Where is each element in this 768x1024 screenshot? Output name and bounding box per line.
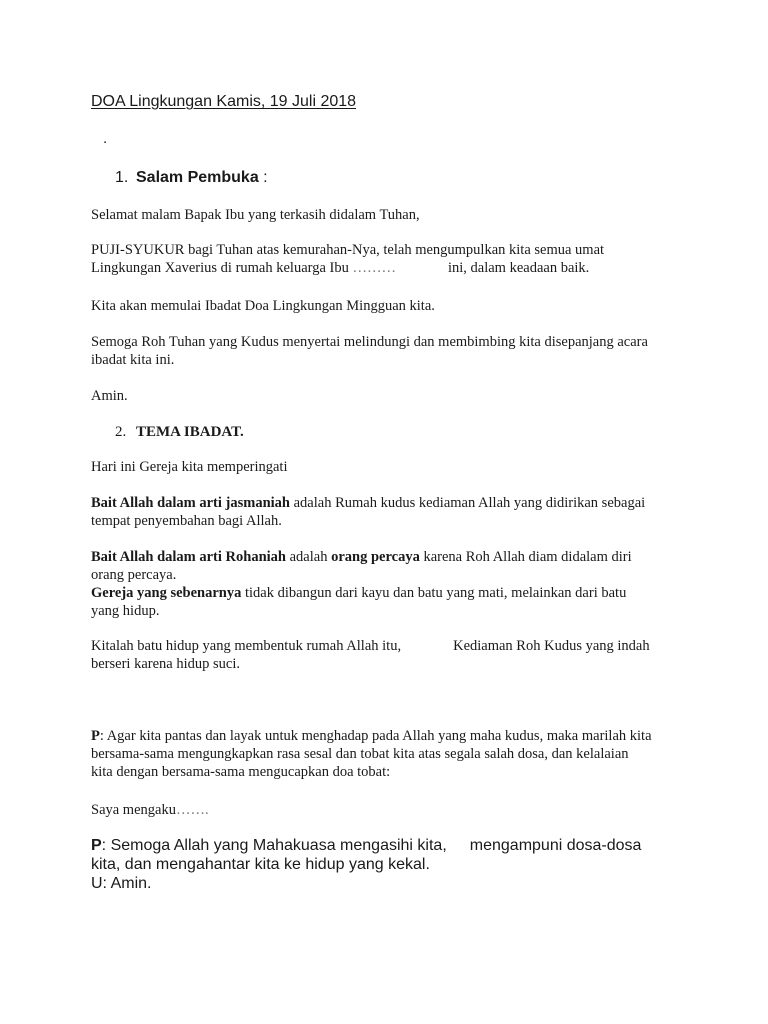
page-title: DOA Lingkungan Kamis, 19 Juli 2018 [91,93,357,110]
paragraph-line [91,727,691,745]
text-run: adalah [285,549,332,565]
paragraph-line: Amin. [91,388,128,404]
paragraph-line [91,584,691,602]
paragraph-line [91,836,641,855]
paragraph-line: ibadat kita ini. [91,352,175,368]
fill-in-dots: ……. [175,802,209,818]
speaker-label: P [91,837,102,854]
paragraph-line [91,801,691,819]
paragraph-line: kita dengan bersama-sama mengucapkan doa tobat: [91,764,391,780]
section-number: 1. [115,169,129,186]
paragraph-kitalah [91,637,691,673]
text-run: Kediaman Roh Kudus yang indah [453,638,650,654]
paragraph-rohaniah [91,548,691,620]
paragraph-memulai [91,297,691,315]
text-run: : Semoga Allah yang Mahakuasa mengasihi kita, [101,837,447,854]
paragraph-line: orang percaya. [91,567,177,583]
paragraph-line: bersama-sama mengungkapkan rasa sesal dan tobat kita atas segala salah dosa, dan kelalaian [91,746,629,762]
section-label: Salam Pembuka [136,169,259,186]
section-label: TEMA IBADAT. [136,424,244,440]
speaker-label: P [91,728,100,744]
paragraph-puji-syukur [91,241,691,277]
paragraph-line: berseri karena hidup suci. [91,656,240,672]
paragraph-line: kita, dan mengahantar kita ke hidup yang kekal. [91,856,430,873]
paragraph-semoga [91,333,691,369]
paragraph-line: Kita akan memulai Ibadat Doa Lingkungan Mingguan kita. [91,298,435,314]
text-run: : Agar kita pantas dan layak untuk menghadap pada Allah yang maha kudus, maka marilah kita [99,728,652,744]
text-run: Lingkungan Xaverius di rumah keluarga Ibu [91,260,349,276]
bold-term: Gereja yang sebenarnya [91,585,242,601]
text-run: mengampuni dosa-dosa [469,837,642,854]
section-heading-salam-pembuka [115,169,268,187]
paragraph-line: PUJI-SYUKUR bagi Tuhan atas kemurahan-Nya, telah mengumpulkan kita semua umat [91,242,605,258]
paragraph-line: yang hidup. [91,603,160,619]
bold-term: orang percaya [331,549,420,565]
text-run: Saya mengaku [91,802,176,818]
bold-term: Bait Allah dalam arti jasmaniah [91,495,290,511]
paragraph-line: Hari ini Gereja kita memperingati [91,459,288,475]
text-run: adalah Rumah kudus kediaman Allah yang didirikan sebagai [290,495,646,511]
paragraph-greeting [91,206,691,224]
paragraph-line [91,548,691,566]
section-suffix: : [258,169,268,186]
stray-dot: . [103,130,108,147]
text-run: karena Roh Allah diam didalam diri [419,549,632,565]
paragraph-line [91,637,691,655]
bold-term: Bait Allah dalam arti Rohaniah [91,549,286,565]
paragraph-amin [91,387,691,405]
paragraph-line: Selamat malam Bapak Ibu yang terkasih didalam Tuhan, [91,207,420,223]
paragraph-line: Semoga Roh Tuhan yang Kudus menyertai melindungi dan membimbing kita disepanjang acara [91,334,648,350]
paragraph-final-prayer [91,836,641,893]
fill-in-dots: ……… [348,260,396,276]
paragraph-line: tempat penyembahan bagi Allah. [91,513,282,529]
paragraph-line [91,259,691,277]
paragraph-hari-ini [91,458,691,476]
section-number: 2. [115,424,127,440]
paragraph-line: U: Amin. [91,875,152,892]
paragraph-saya-mengaku [91,801,691,819]
paragraph-line [91,494,691,512]
paragraph-agar-kita [91,727,691,781]
text-run: ini, dalam keadaan baik. [447,260,590,276]
section-heading-tema-ibadat [115,424,244,441]
paragraph-jasmaniah [91,494,691,530]
text-run: Kitalah batu hidup yang membentuk rumah Allah itu, [91,638,402,654]
text-run: tidak dibangun dari kayu dan batu yang mati, melainkan dari batu [241,585,627,601]
